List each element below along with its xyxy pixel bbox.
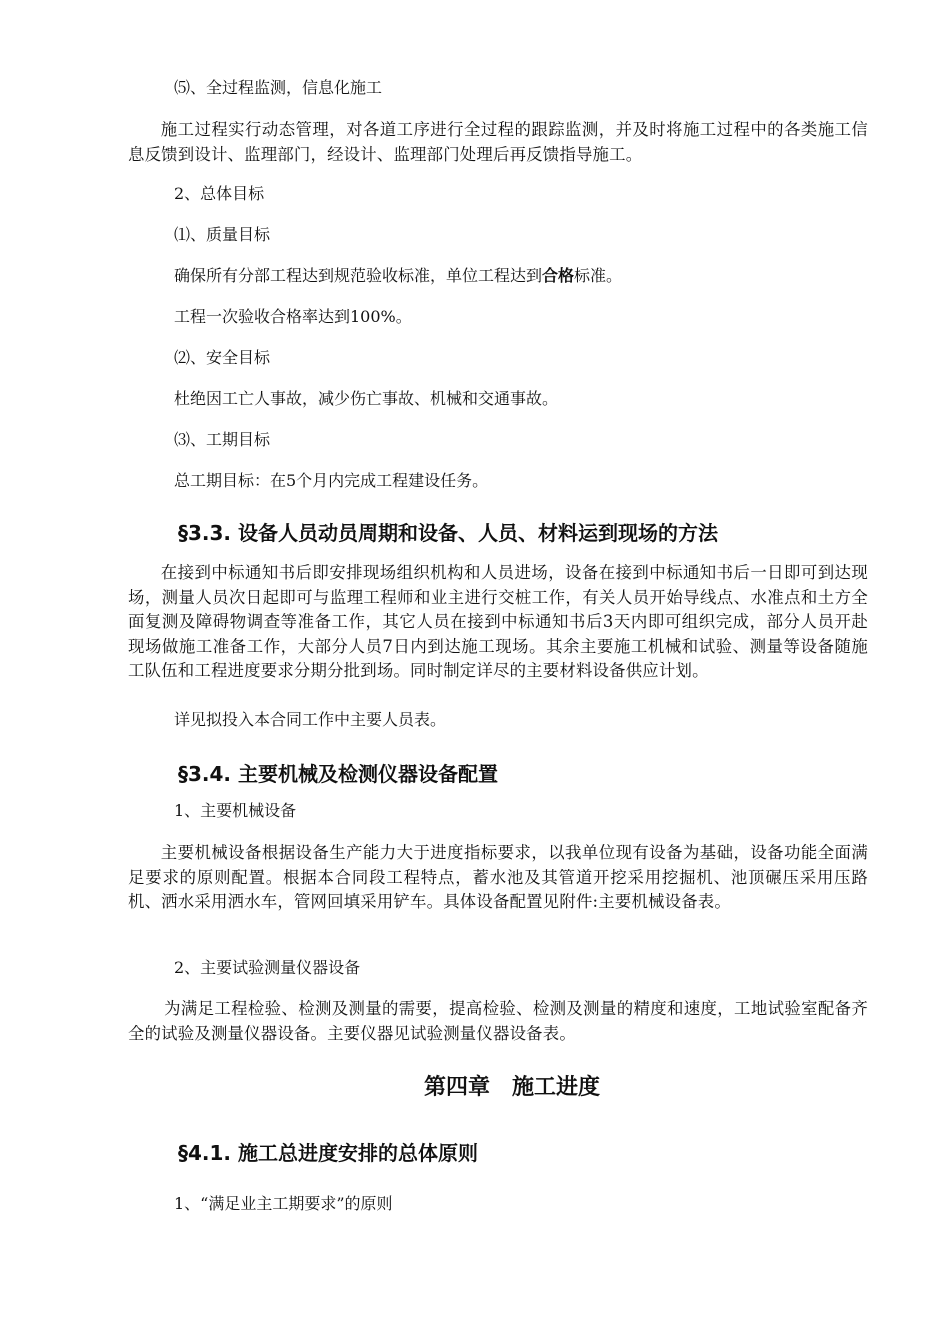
test-instruments-heading: 2、主要试验测量仪器设备 — [174, 958, 361, 977]
quality-goal-heading: ⑴、质量目标 — [174, 225, 271, 244]
test-instruments-paragraph: 为满足工程检验、检测及测量的需要，提高检验、检测及测量的精度和速度，工地试验室配备齐全的试验及测量仪器设备。主要仪器见试验测量仪器设备表。 — [128, 999, 868, 1043]
section-4-1-item-1: 1、“满足业主工期要求”的原则 — [174, 1194, 393, 1213]
quality-text-after: 标准。 — [574, 266, 623, 285]
quality-text-bold: 合格 — [542, 266, 575, 285]
section-4-1-heading: §4.1. 施工总进度安排的总体原则 — [178, 1141, 478, 1165]
main-machinery-paragraph: 主要机械设备根据设备生产能力大于进度指标要求，以我单位现有设备为基础，设备功能全面满足要求的原则配置。根据本合同段工程特点，蓄水池及其管道开挖采用挖掘机、池顶碾压采用压路机、洒水采用洒水车，管网回填采用铲车。具体设备配置见附件:主要机械设备表。 — [128, 843, 868, 911]
quality-rate-text: 工程一次验收合格率达到100%。 — [174, 307, 412, 326]
section-3-4-heading: §3.4. 主要机械及检测仪器设备配置 — [178, 762, 498, 786]
quality-goal-text — [174, 264, 622, 288]
safety-goal-heading: ⑵、安全目标 — [174, 348, 271, 367]
section-3-3-paragraph: 在接到中标通知书后即安排现场组织机构和人员进场，设备在接到中标通知书后一日即可到达现场，测量人员次日起即可与监理工程师和业主进行交桩工作，有关人员开始导线点、水准点和土方全面复测及障碍物调查等准备工作，其它人员在接到中标通知书后3天内即可组织完成，部分人员开赴现场做施工准备工作，大部分人员7日内到达施工现场。其余主要施工机械和试验、测量等设备随施工队伍和工程进度要求分期分批到场。同时制定详尽的主要材料设备供应计划。 — [128, 563, 868, 680]
safety-goal-text: 杜绝因工亡人事故，减少伤亡事故、机械和交通事故。 — [174, 389, 559, 408]
overall-goals-heading: 2、总体目标 — [174, 184, 265, 203]
section-3-3-heading: §3.3. 设备人员动员周期和设备、人员、材料运到现场的方法 — [178, 521, 718, 545]
section-3-3-note: 详见拟投入本合同工作中主要人员表。 — [174, 710, 447, 729]
chapter-4-title: 第四章 施工进度 — [424, 1075, 601, 1100]
period-goal-heading: ⑶、工期目标 — [174, 430, 271, 449]
item-5-heading: ⑸、全过程监测，信息化施工 — [174, 78, 383, 97]
quality-text-before: 确保所有分部工程达到规范验收标准，单位工程达到 — [174, 266, 543, 285]
period-goal-text: 总工期目标：在5个月内完成工程建设任务。 — [174, 471, 489, 490]
item-5-paragraph: 施工过程实行动态管理，对各道工序进行全过程的跟踪监测，并及时将施工过程中的各类施工信息反馈到设计、监理部门，经设计、监理部门处理后再反馈指导施工。 — [128, 120, 868, 164]
main-machinery-heading: 1、主要机械设备 — [174, 801, 297, 820]
